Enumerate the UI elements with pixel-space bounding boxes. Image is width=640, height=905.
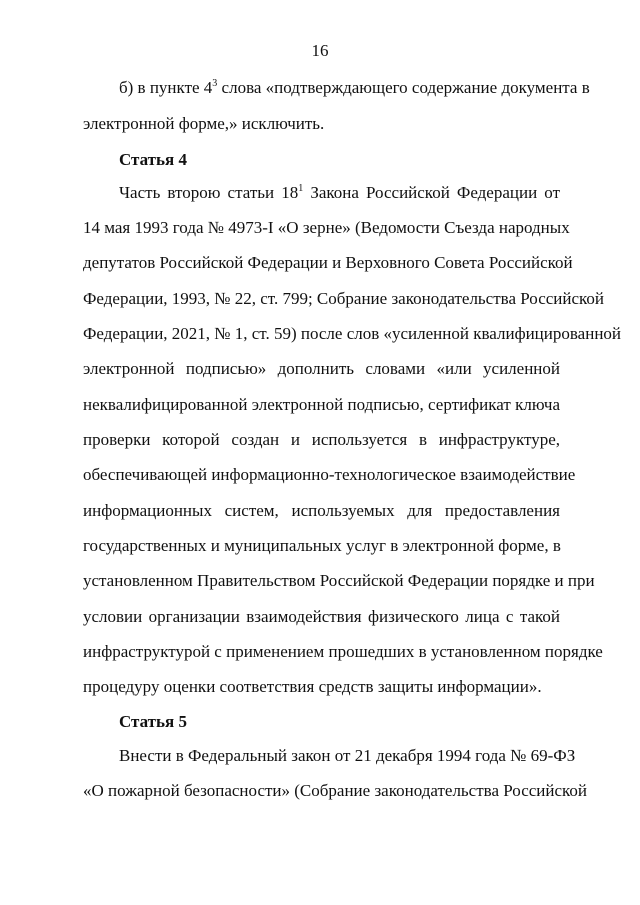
article-4-line-4: Федерации, 1993, № 22, ст. 799; Собрание законодательства Российской — [83, 289, 605, 308]
article-4-line-14: инфраструктурой с применением прошедших в установленном порядке — [83, 642, 603, 661]
article-4-line-10: информационных систем, используемых для предоставления — [83, 501, 560, 520]
article-4-line-13: условии организации взаимодействия физического лица с такой — [83, 607, 560, 626]
article-4-text-end: Закона Российской Федерации от — [303, 183, 561, 202]
article-4-line-15: процедуру оценки соответствия средств защиты информации». — [83, 677, 542, 696]
article-4-heading: Статья 4 — [119, 150, 187, 169]
article-4-superscript: 1 — [298, 183, 304, 194]
article-4-line-7: неквалифицированной электронной подписью, сертификат ключа — [83, 395, 560, 414]
article-4-line-11: государственных и муниципальных услуг в электронной форме, в — [83, 536, 561, 555]
article-4-line-5: Федерации, 2021, № 1, ст. 59) после слов «усиленной квалифицированной — [83, 324, 622, 343]
article-4-line-3: депутатов Российской Федерации и Верховного Совета Российской — [83, 253, 573, 272]
point-b-line-1 — [119, 78, 590, 98]
point-b-text-start: б) в пункте 4 — [119, 78, 213, 97]
page-number: 16 — [311, 41, 329, 60]
point-b-line-2: электронной форме,» исключить. — [83, 114, 325, 133]
article-4-line-9: обеспечивающей информационно-технологическое взаимодействие — [83, 465, 576, 484]
point-b-text-end: слова «подтверждающего содержание документа в — [217, 78, 590, 97]
article-5-line-1: Внести в Федеральный закон от 21 декабря 1994 года № 69-ФЗ — [119, 746, 576, 765]
article-4-text-start: Часть второю статьи 18 — [119, 183, 299, 202]
point-b-superscript: 3 — [212, 78, 218, 89]
article-4-line-8: проверки которой создан и используется в инфраструктуре, — [83, 430, 560, 449]
article-5-line-2: «О пожарной безопасности» (Собрание законодательства Российской — [83, 781, 588, 800]
article-4-line-12: установленном Правительством Российской Федерации порядке и при — [83, 571, 595, 590]
article-4-line-6: электронной подписью» дополнить словами «или усиленной — [83, 359, 560, 378]
article-4-line-2: 14 мая 1993 года № 4973-I «О зерне» (Ведомости Съезда народных — [83, 218, 570, 237]
article-5-heading: Статья 5 — [119, 712, 187, 731]
article-4-line-1 — [119, 183, 560, 203]
